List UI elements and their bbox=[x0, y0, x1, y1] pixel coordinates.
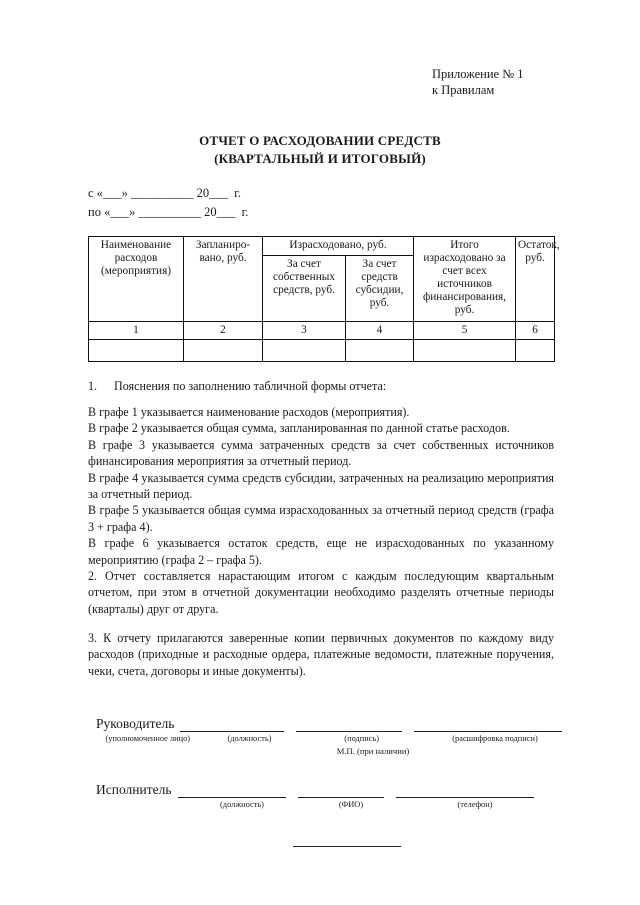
table-number-row bbox=[89, 322, 555, 340]
cell-total-spent[interactable] bbox=[414, 340, 516, 362]
paragraph-2-block bbox=[88, 568, 554, 617]
explanation-graph-2: В графе 2 указывается общая сумма, запланированная по данной статье расходов. bbox=[88, 421, 510, 436]
period-from: с «___» __________ 20___ г. bbox=[88, 186, 242, 200]
table-row[interactable] bbox=[89, 340, 555, 362]
executor-name-line[interactable] bbox=[298, 784, 384, 798]
column-number-5: 5 bbox=[414, 322, 516, 340]
reporting-period bbox=[88, 184, 248, 222]
cell-planned[interactable] bbox=[184, 340, 263, 362]
explanation-graph-1: В графе 1 указывается наименование расходов (мероприятия). bbox=[88, 405, 410, 419]
cell-remainder[interactable] bbox=[516, 340, 555, 362]
header-subsidy-funds: За счет средств субсидии, руб. bbox=[346, 256, 414, 322]
title-line-1: ОТЧЕТ О РАСХОДОВАНИИ СРЕДСТВ bbox=[199, 133, 441, 148]
explanation-graph-5: В графе 5 указывается общая сумма израсходованных за отчетный период средств (графа 3 + графа 4). bbox=[88, 503, 554, 534]
executor-caption-row bbox=[188, 799, 566, 810]
caption-manager-signature: (подпись) bbox=[344, 734, 380, 743]
manager-label: Руководитель bbox=[96, 716, 175, 731]
explanations-heading-number: 1. bbox=[88, 379, 98, 393]
explanation-graph-3: В графе 3 указывается сумма затраченных средств за счет собственных источников финансирования мероприятия за отчетный период. bbox=[88, 437, 554, 469]
explanation-graph-4: В графе 4 указывается сумма средств субсидии, затраченных на реализацию мероприятия за отчетный период. bbox=[88, 470, 554, 502]
caption-executor-phone: (телефон) bbox=[457, 800, 493, 809]
column-number-2: 2 bbox=[184, 322, 263, 340]
manager-signature-block bbox=[96, 716, 566, 756]
table-header-row-1 bbox=[89, 237, 555, 256]
executor-position-line[interactable] bbox=[178, 784, 286, 798]
appendix-header bbox=[432, 66, 632, 98]
column-number-4: 4 bbox=[346, 322, 414, 340]
header-total-spent: Итого израсходовано за счет всех источников финансирования, руб. bbox=[414, 237, 516, 322]
stamp-note: М.П. (при наличии) bbox=[336, 746, 410, 756]
executor-signature-block bbox=[96, 782, 566, 810]
explanations-heading bbox=[88, 378, 554, 394]
cell-own-funds[interactable] bbox=[263, 340, 346, 362]
header-spent-group: Израсходовано, руб. bbox=[263, 237, 414, 256]
header-remainder: Остаток, руб. bbox=[516, 237, 555, 322]
caption-manager-decoding: (расшифровка подписи) bbox=[452, 734, 538, 743]
header-planned: Запланиро-вано, руб. bbox=[184, 237, 263, 322]
header-expense-name: Наименование расходов (мероприятия) bbox=[89, 237, 184, 322]
period-to: по «___» __________ 20___ г. bbox=[88, 205, 249, 219]
explanation-graph-6: В графе 6 указывается остаток средств, еще не израсходованных по указанному мероприятию (графа 2 – графа 5). bbox=[88, 536, 554, 567]
explanations-heading-text: Пояснения по заполнению табличной формы отчета: bbox=[114, 379, 387, 393]
manager-caption-row bbox=[96, 733, 566, 744]
title-line-2: (КВАРТАЛЬНЫЙ И ИТОГОВЫЙ) bbox=[214, 151, 426, 166]
manager-position-line[interactable] bbox=[180, 718, 284, 732]
column-number-3: 3 bbox=[263, 322, 346, 340]
header-own-funds: За счет собственных средств, руб. bbox=[263, 256, 346, 322]
explanations-graph-list bbox=[88, 404, 554, 568]
column-number-1: 1 bbox=[89, 322, 184, 340]
manager-decoding-line[interactable] bbox=[414, 718, 562, 732]
caption-executor-position: (должность) bbox=[220, 800, 264, 809]
bottom-separator-rule bbox=[293, 846, 401, 847]
caption-authorized-person: (уполномоченное лицо) bbox=[105, 734, 191, 743]
document-title bbox=[0, 132, 640, 168]
manager-signature-row bbox=[96, 716, 566, 732]
appendix-reference: к Правилам bbox=[432, 83, 495, 97]
paragraph-2-text: 2. Отчет составляется нарастающим итогом с каждым последующим квартальным отчетом, при этом в отчетной документации необходимо разделять отчетные периоды (кварталы) друг от друга. bbox=[88, 569, 554, 616]
paragraph-3-text: 3. К отчету прилагаются заверенные копии первичных документов по каждому виду расходов (приходные и расходные ордера, платежные ведомости, платежные поручения, чеки, счета, договоры и иные документы). bbox=[88, 631, 554, 678]
executor-label: Исполнитель bbox=[96, 782, 172, 797]
caption-executor-name: (ФИО) bbox=[338, 800, 364, 809]
caption-manager-position: (должность) bbox=[227, 734, 272, 743]
cell-subsidy-funds[interactable] bbox=[346, 340, 414, 362]
column-number-6: 6 bbox=[516, 322, 555, 340]
paragraph-3-block bbox=[88, 630, 554, 679]
cell-expense-name[interactable] bbox=[89, 340, 184, 362]
report-table bbox=[88, 236, 560, 362]
report-table-wrapper bbox=[88, 236, 560, 362]
executor-phone-line[interactable] bbox=[396, 784, 534, 798]
executor-signature-row bbox=[96, 782, 566, 798]
manager-signature-line[interactable] bbox=[296, 718, 402, 732]
appendix-number: Приложение № 1 bbox=[432, 67, 524, 81]
